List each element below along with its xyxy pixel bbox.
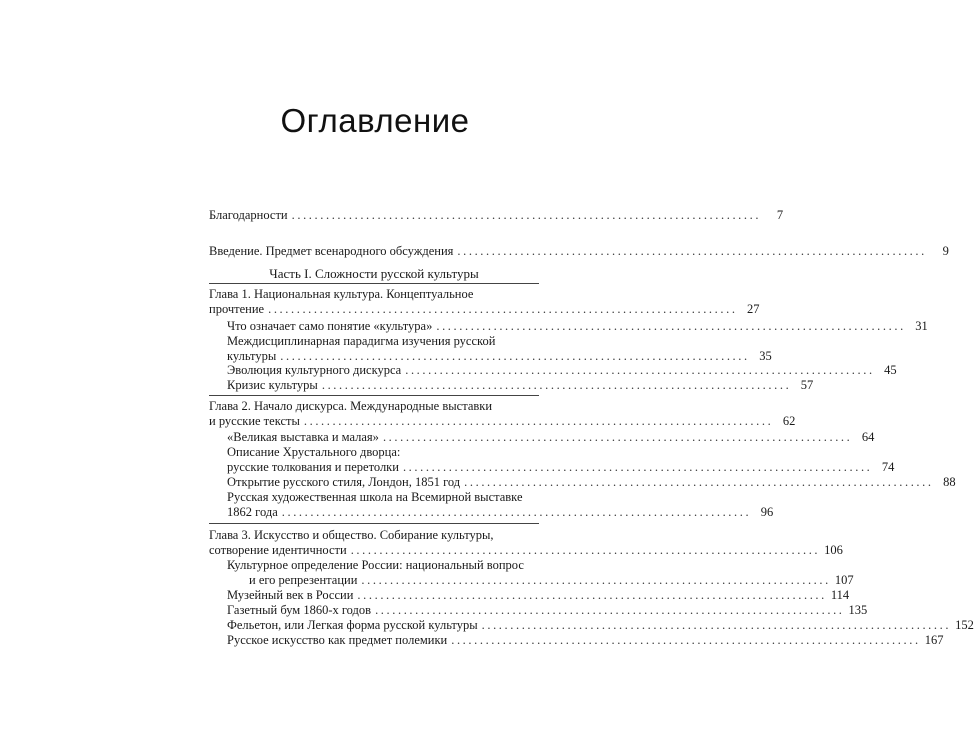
toc-page-number: 152 (955, 618, 974, 632)
toc-chapter-1[interactable] (209, 287, 760, 317)
divider (209, 523, 539, 524)
leader-dots: .................................................................................. (451, 633, 921, 647)
toc-page-number: 74 (881, 460, 895, 474)
toc-section[interactable] (227, 618, 974, 633)
toc-chapter-title-line2: и русские тексты (209, 414, 300, 428)
toc-section-label: Кризис культуры (227, 378, 318, 392)
leader-dots: .................................................................................. (457, 244, 927, 258)
toc-section[interactable] (227, 334, 772, 364)
toc-entry-introduction[interactable] (209, 244, 949, 259)
toc-section-label-line2: культуры (227, 349, 277, 363)
leader-dots: .................................................................................. (268, 302, 738, 316)
toc-section[interactable] (227, 363, 897, 378)
toc-page-number: 31 (915, 319, 928, 333)
leader-dots: .................................................................................. (464, 475, 934, 489)
leader-dots: .................................................................................. (402, 460, 873, 474)
toc-section-label: Музейный век в России (227, 588, 354, 602)
toc-page-number: 27 (747, 302, 760, 316)
toc-entry-label: Введение. Предмет всенародного обсуждения (209, 244, 454, 258)
toc-section-label: «Великая выставка и малая» (227, 430, 379, 444)
toc-section[interactable] (227, 319, 928, 334)
leader-dots: .................................................................................. (357, 588, 827, 602)
leader-dots: .................................................................................. (303, 414, 774, 428)
toc-page-number: 7 (776, 208, 784, 222)
toc-page-number: 96 (760, 505, 774, 519)
toc-section-label: Газетный бум 1860-х годов (227, 603, 372, 617)
divider (209, 395, 539, 396)
leader-dots: .................................................................................. (350, 543, 821, 557)
toc-section-label-line1: Русская художественная школа на Всемирной выставке (227, 490, 523, 504)
toc-section[interactable] (227, 558, 854, 588)
leader-dots: .................................................................................. (375, 603, 845, 617)
toc-section-label: Эволюция культурного дискурса (227, 363, 402, 377)
toc-section-label: Русское искусство как предмет полемики (227, 633, 448, 647)
toc-page-number: 9 (942, 244, 949, 258)
toc-page-number: 135 (848, 603, 868, 617)
toc-page-number: 62 (782, 414, 796, 428)
toc-section-label-line2: и его репрезентации (249, 573, 358, 587)
leader-dots: .................................................................................. (481, 618, 952, 632)
divider (209, 283, 539, 284)
leader-dots: .................................................................................. (436, 319, 906, 333)
toc-section-label-line1: Культурное определение России: национальный вопрос (227, 558, 524, 572)
toc-page-number: 167 (924, 633, 944, 647)
toc-section-label-line1: Междисциплинарная парадигма изучения русской (227, 334, 496, 348)
toc-chapter-title-line1: Глава 3. Искусство и общество. Собирание культуры, (209, 528, 494, 542)
toc-chapter-title-line2: сотворение идентичности (209, 543, 347, 557)
leader-dots: .................................................................................. (361, 573, 831, 587)
toc-page-number: 88 (943, 475, 956, 489)
toc-entry-label: Благодарности (209, 208, 288, 222)
toc-section[interactable] (227, 603, 868, 618)
toc-section[interactable] (227, 490, 774, 520)
leader-dots: .................................................................................. (321, 378, 792, 392)
toc-section-label-line1: Описание Хрустального дворца: (227, 445, 401, 459)
toc-section-label-line2: русские толкования и перетолки (227, 460, 399, 474)
toc-chapter-2[interactable] (209, 399, 796, 429)
toc-entry-acknowledgements[interactable] (209, 208, 784, 223)
leader-dots: .................................................................................. (281, 505, 752, 519)
toc-chapter-3[interactable] (209, 528, 843, 558)
toc-chapter-title-line1: Глава 1. Национальная культура. Концептуальное (209, 287, 474, 301)
toc-section[interactable] (227, 475, 956, 490)
toc-section[interactable] (227, 633, 944, 648)
toc-page-number: 114 (830, 588, 850, 602)
toc-title: Оглавление (280, 102, 470, 139)
toc-page-number: 45 (884, 363, 897, 377)
leader-dots: .................................................................................. (291, 208, 762, 222)
leader-dots: .................................................................................. (280, 349, 750, 363)
toc-page-number: 35 (759, 349, 772, 363)
toc-chapter-title-line2: прочтение (209, 302, 265, 316)
toc-page-number: 64 (861, 430, 875, 444)
toc-page-number: 107 (834, 573, 854, 587)
toc-section[interactable] (227, 445, 895, 475)
toc-page-number: 106 (824, 543, 843, 557)
toc-section[interactable] (227, 378, 814, 393)
toc-chapter-title-line1: Глава 2. Начало дискурса. Международные выставки (209, 399, 493, 413)
toc-section-label: Открытие русского стиля, Лондон, 1851 год (227, 475, 461, 489)
part-title: Часть I. Сложности русской культуры (269, 266, 479, 281)
leader-dots: .................................................................................. (405, 363, 875, 377)
toc-section-label-line2: 1862 года (227, 505, 278, 519)
toc-section[interactable] (227, 430, 875, 445)
toc-section[interactable] (227, 588, 850, 603)
toc-page-number: 57 (800, 378, 814, 392)
toc-section-label: Фельетон, или Легкая форма русской культуры (227, 618, 478, 632)
toc-section-label: Что означает само понятие «культура» (227, 319, 433, 333)
leader-dots: .................................................................................. (382, 430, 853, 444)
